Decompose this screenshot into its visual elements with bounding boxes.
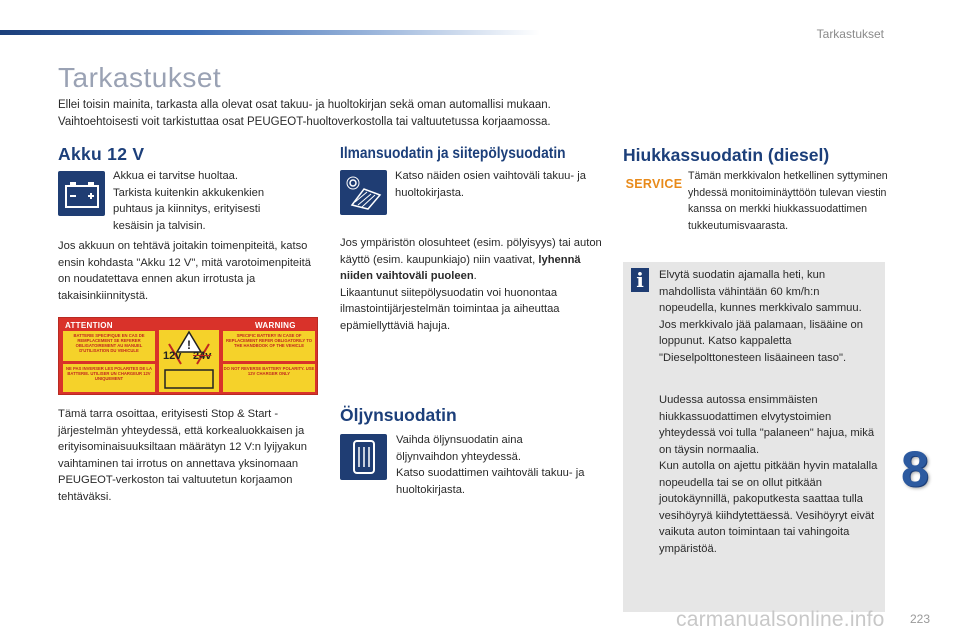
info-text-1: Elvytä suodatin ajamalla heti, kun mahdollista vähintään 60 km/h:n nopeudella, kunnes merkkivalo sammuu. Jos merkkivalo jää palamaan, lisääine on loppunut. Katso kappaletta "Dieselpolttonesteen lisäaineen taso". xyxy=(659,269,863,364)
sticker-12v: 12v xyxy=(163,350,182,362)
air-filter-icon xyxy=(340,170,387,215)
battery-text-3: Tämä tarra osoittaa, erityisesti Stop & Start -järjestelmän yhteydessä, että korkealuokkaisen ja erityisominaisuuksiltaan määrätyn 12 V:n lyijyakun vaihtaminen tai irrotus on annettava yksinomaan PEUGEOT-verkoston tai valtuutetun korjaamon tehtäväksi. xyxy=(58,408,307,503)
battery-warning-sticker xyxy=(58,317,318,395)
sticker-warning: WARNING xyxy=(255,321,296,330)
battery-text-2: Jos akkuun on tehtävä joitakin toimenpiteitä, katso ensin kohdasta "Akku 12 V", mitä varotoimenpiteitä on noudatettava ennen akun irrotusta ja takaisinkiinnitystä. xyxy=(58,240,311,302)
oil-filter-text: Vaihda öljynsuodatin aina öljynvaihdon yhteydessä. Katso suodattimen vaihtoväli takuu- ja huoltokirjasta. xyxy=(396,434,585,496)
intro-paragraph: Ellei toisin mainita, tarkasta alla olevat osat takuu- ja huoltokirjan sekä oman automallisi mukaan. Vaihtoehtoisesti voit tarkistuttaa osat PEUGEOT-huoltoverkostolla tai valtuutetussa korjaamossa. xyxy=(58,99,551,128)
air-filter-text-2a: Jos ympäristön olosuhteet (esim. pölyisyys) tai auton käyttö (esim. kaupunkiajo) niin vaativat, xyxy=(340,237,602,266)
header-gradient-bar xyxy=(0,30,540,35)
battery-section-title: Akku 12 V xyxy=(58,144,145,164)
svg-text:!: ! xyxy=(187,338,191,352)
sticker-24v: 24v xyxy=(193,350,212,362)
sticker-fr-bottom: NE PAS INVERSER LES POLARITES DE LA BATTERIE. UTILISER UN CHARGEUR 12V UNIQUEMENT xyxy=(63,364,155,392)
sticker-en-top: SPECIFIC BATTERY IN CASE OF REPLACEMENT REFER OBLIGATORILY TO THE HANDBOOK OF THE VEHICLE xyxy=(223,331,315,361)
service-label: SERVICE xyxy=(625,177,683,191)
service-warning-icon xyxy=(625,173,683,195)
chapter-number: 8 xyxy=(901,441,929,497)
air-filter-text-2 xyxy=(340,235,602,334)
particle-filter-text: Tämän merkkivalon hetkellinen syttyminen yhdessä monitoiminäyttöön tulevan viestin kanssa on merkki hiukkassuodattimen tukkeutumisvaarasta. xyxy=(688,170,888,232)
battery-text-1: Akkua ei tarvitse huoltaa. Tarkista kuitenkin akkukenkien puhtaus ja kiinnitys, erityisesti kesäisin ja talvisin. xyxy=(113,170,265,232)
running-header: Tarkastukset xyxy=(816,27,884,41)
sticker-attention: ATTENTION xyxy=(65,321,113,330)
air-filter-section-title: Ilmansuodatin ja siitepölysuodatin xyxy=(340,145,566,162)
oil-filter-icon xyxy=(340,434,387,480)
watermark: carmanualsonline.info xyxy=(676,608,885,631)
sticker-en-bottom: DO NOT REVERSE BATTERY POLARITY. USE 12V CHARGER ONLY xyxy=(223,364,315,392)
particle-filter-section-title: Hiukkassuodatin (diesel) xyxy=(623,145,830,165)
air-filter-text-1: Katso näiden osien vaihtoväli takuu- ja huoltokirjasta. xyxy=(395,170,586,199)
oil-filter-section-title: Öljynsuodatin xyxy=(340,405,457,425)
page-title: Tarkastukset xyxy=(58,62,222,93)
info-icon: i xyxy=(631,268,649,292)
sticker-fr-top: BATTERIE SPECIFIQUE EN CAS DE REMPLACEMENT SE REFERER OBLIGATOIREMENT AU MANUEL D'UTILISATION DU VEHICULE xyxy=(63,331,155,361)
page-number: 223 xyxy=(910,612,931,626)
info-text-2: Uudessa autossa ensimmäisten hiukkassuodattimen elvytystoimien yhteydessä voi tulla "palaneen" hajua, mikä on täysin normaalia. Kun autolla on ajettu pitkään hyvin matalalla nopeudella tai se on ollut pitkään joutokäynnillä, pakoputkesta saattaa tulla vesihöyryä kiihdytettäessä. Vesihöyryt eivät vaikuta auton toimintaan tai vahingoita ympäristöä. xyxy=(659,394,878,555)
air-filter-text-2b: . Likaantunut siitepölysuodatin voi huonontaa ilmastointijärjestelmän toimintaa ja aiheuttaa epämiellyttäviä hajuja. xyxy=(340,270,560,332)
battery-icon xyxy=(58,171,105,216)
air-filter-text-2-bold: lyhennä niiden vaihtoväli puoleen xyxy=(340,253,581,282)
